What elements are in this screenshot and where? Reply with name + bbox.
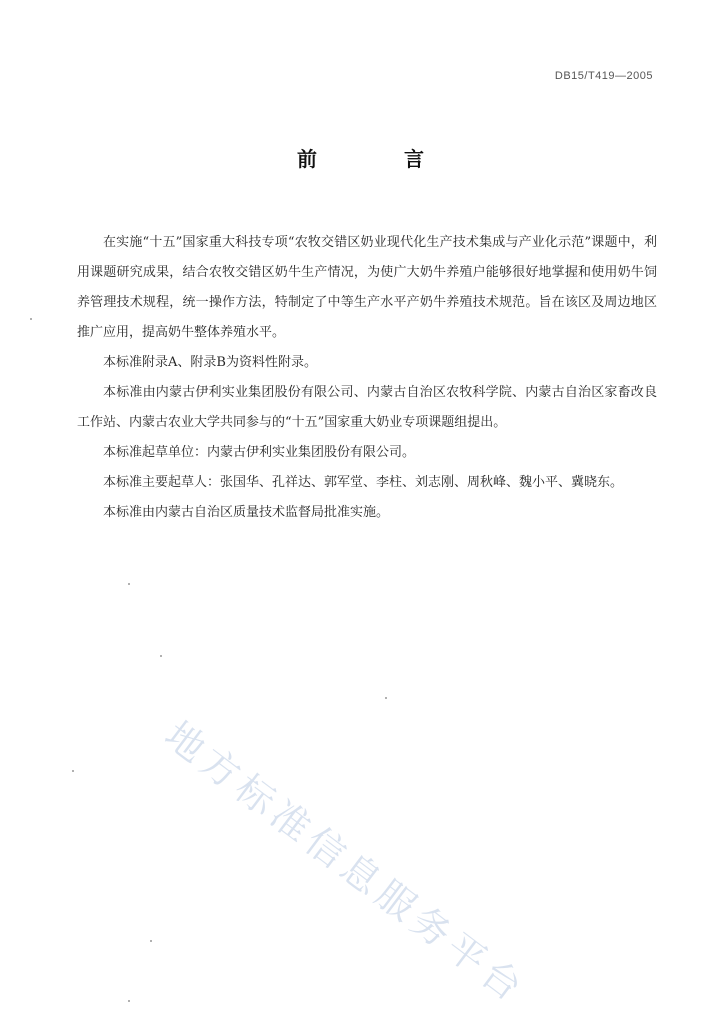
paragraph-approval: 本标准由内蒙古自治区质量技术监督局批准实施。	[103, 505, 390, 520]
scan-speck	[128, 1000, 130, 1002]
paragraph-drafters: 本标准主要起草人：张国华、孔祥达、郭军堂、李柱、刘志刚、周秋峰、魏小平、冀晓东。	[103, 475, 624, 490]
paragraph-background: 在实施“十五”国家重大科技专项“农牧交错区奶业现代化生产技术集成与产业化示范”课题中，利用课题研究成果，结合农牧交错区奶牛生产情况，为使广大奶牛养殖户能够很好地掌握和使用奶牛饲养管理技术规程，统一操作方法，特制定了中等生产水平产奶牛养殖技术规范。旨在该区及周边地区推广应用，提高奶牛整体养殖水平。	[77, 235, 657, 340]
scan-speck	[128, 583, 130, 585]
scan-speck	[160, 655, 162, 657]
scan-speck	[385, 697, 387, 699]
scan-speck	[30, 318, 32, 320]
scan-speck	[150, 940, 152, 942]
foreword-body	[77, 228, 657, 528]
scan-speck	[72, 770, 74, 772]
page-title: 前 言	[297, 147, 464, 171]
watermark: 地方标准信息服务平台	[156, 712, 535, 1013]
paragraph-appendix: 本标准附录A、附录B为资料性附录。	[103, 355, 317, 370]
document-number: DB15/T419—2005	[554, 70, 653, 82]
paragraph-drafting-unit: 本标准起草单位：内蒙古伊利实业集团股份有限公司。	[103, 445, 416, 460]
paragraph-proposer: 本标准由内蒙古伊利实业集团股份有限公司、内蒙古自治区农牧科学院、内蒙古自治区家畜改良工作站、内蒙古农业大学共同参与的“十五”国家重大奶业专项课题组提出。	[77, 385, 657, 430]
